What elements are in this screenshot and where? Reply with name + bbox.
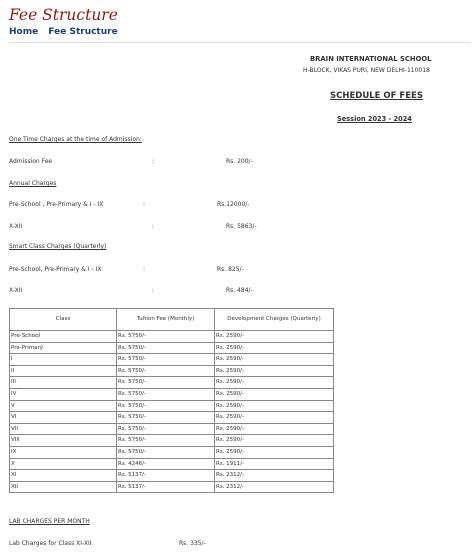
table-header-development: Development Charges (Quarterly) (215, 309, 334, 331)
table-row (10, 423, 334, 435)
header-divider (9, 42, 471, 43)
breadcrumb (9, 27, 125, 37)
tuition-cell: Rs. 5750/- (117, 446, 215, 458)
tuition-cell: Rs. 4246/- (117, 458, 215, 470)
school-name: BRAIN INTERNATIONAL SCHOOL (310, 55, 432, 63)
tuition-cell: Rs. 5750/- (117, 400, 215, 412)
annual-row-value: Rs. 5863/- (226, 223, 257, 230)
development-cell: Rs. 2590/- (215, 365, 334, 377)
table-row (10, 446, 334, 458)
annual-row-value: Rs.12000/- (217, 201, 250, 208)
lab-charges-label: Lab Charges for Class XI-XII (9, 540, 92, 547)
admission-fee-label: Admission Fee (9, 158, 53, 165)
development-cell: Rs. 2590/- (215, 423, 334, 435)
class-cell: X (10, 458, 117, 470)
class-cell: II (10, 365, 117, 377)
smart-row-sep: : (143, 266, 146, 273)
table-row (10, 365, 334, 377)
class-cell: XII (10, 481, 117, 493)
class-cell: I (10, 354, 117, 366)
admission-fee-value: Rs. 200/- (226, 158, 253, 165)
smart-row-sep: : (152, 287, 155, 294)
annual-row-sep: : (152, 223, 155, 230)
development-cell: Rs. 2590/- (215, 354, 334, 366)
table-header-class: Class (10, 309, 117, 331)
table-row (10, 342, 334, 354)
class-cell: Pre-School (10, 331, 117, 343)
class-cell: IX (10, 446, 117, 458)
tuition-cell: Rs. 5750/- (117, 435, 215, 447)
table-row (10, 400, 334, 412)
development-cell: Rs. 2312/- (215, 481, 334, 493)
class-cell: XI (10, 470, 117, 482)
one-time-heading: One Time Charges at the time of Admission: (9, 136, 142, 143)
table-row (10, 470, 334, 482)
fee-table (9, 308, 334, 493)
development-cell: Rs. 2590/- (215, 331, 334, 343)
tuition-cell: Rs. 5750/- (117, 342, 215, 354)
tuition-cell: Rs. 5750/- (117, 354, 215, 366)
tuition-cell: Rs. 5137/- (117, 470, 215, 482)
table-row (10, 412, 334, 424)
smart-row-value: Rs. 825/- (217, 266, 244, 273)
table-row (10, 388, 334, 400)
smart-class-heading: Smart Class Charges (Quarterly) (9, 243, 107, 250)
smart-row-label: X-XII (9, 287, 23, 294)
development-cell: Rs. 2590/- (215, 377, 334, 389)
development-cell: Rs. 2590/- (215, 435, 334, 447)
table-row (10, 331, 334, 343)
smart-row-label: Pre-School, Pre-Primary & I - IX (9, 266, 102, 273)
page-title: Fee Structure (9, 6, 118, 24)
table-header-tuition: Tuition Fee (Monthly) (117, 309, 215, 331)
class-cell: VII (10, 423, 117, 435)
development-cell: Rs. 2590/- (215, 400, 334, 412)
class-cell: VIII (10, 435, 117, 447)
development-cell: Rs. 2312/- (215, 470, 334, 482)
annual-heading: Annual Charges (9, 180, 57, 187)
table-row (10, 354, 334, 366)
tuition-cell: Rs. 5750/- (117, 388, 215, 400)
development-cell: Rs. 2590/- (215, 388, 334, 400)
class-cell: IV (10, 388, 117, 400)
tuition-cell: Rs. 5750/- (117, 377, 215, 389)
annual-row-sep: : (143, 201, 146, 208)
breadcrumb-current[interactable]: Fee Structure (48, 27, 118, 37)
table-row (10, 458, 334, 470)
annual-row-label: Pre-School , Pre-Primary & I - IX (9, 201, 104, 208)
annual-row-label: X-XII (9, 223, 23, 230)
smart-row-value: Rs. 484/- (226, 287, 253, 294)
development-cell: Rs. 2590/- (215, 342, 334, 354)
school-address: H-BLOCK, VIKAS PURI, NEW DELHI-110018 (303, 67, 430, 74)
development-cell: Rs. 1911/- (215, 458, 334, 470)
tuition-cell: Rs. 5750/- (117, 412, 215, 424)
tuition-cell: Rs. 5750/- (117, 331, 215, 343)
class-cell: Pre-Primary (10, 342, 117, 354)
schedule-title: SCHEDULE OF FEES (330, 91, 423, 101)
breadcrumb-home-link[interactable]: Home (9, 27, 39, 37)
tuition-cell: Rs. 5750/- (117, 365, 215, 377)
admission-fee-sep: : (152, 158, 155, 165)
class-cell: V (10, 400, 117, 412)
lab-heading: LAB CHARGES PER MONTH (9, 518, 90, 525)
lab-charges-value: Rs. 335/- (179, 540, 206, 547)
tuition-cell: Rs. 5137/- (117, 481, 215, 493)
table-row (10, 481, 334, 493)
tuition-cell: Rs. 5750/- (117, 423, 215, 435)
session-label: Session 2023 - 2024 (337, 115, 412, 123)
development-cell: Rs. 2590/- (215, 446, 334, 458)
class-cell: III (10, 377, 117, 389)
development-cell: Rs. 2590/- (215, 412, 334, 424)
table-row (10, 377, 334, 389)
table-row (10, 435, 334, 447)
class-cell: VI (10, 412, 117, 424)
